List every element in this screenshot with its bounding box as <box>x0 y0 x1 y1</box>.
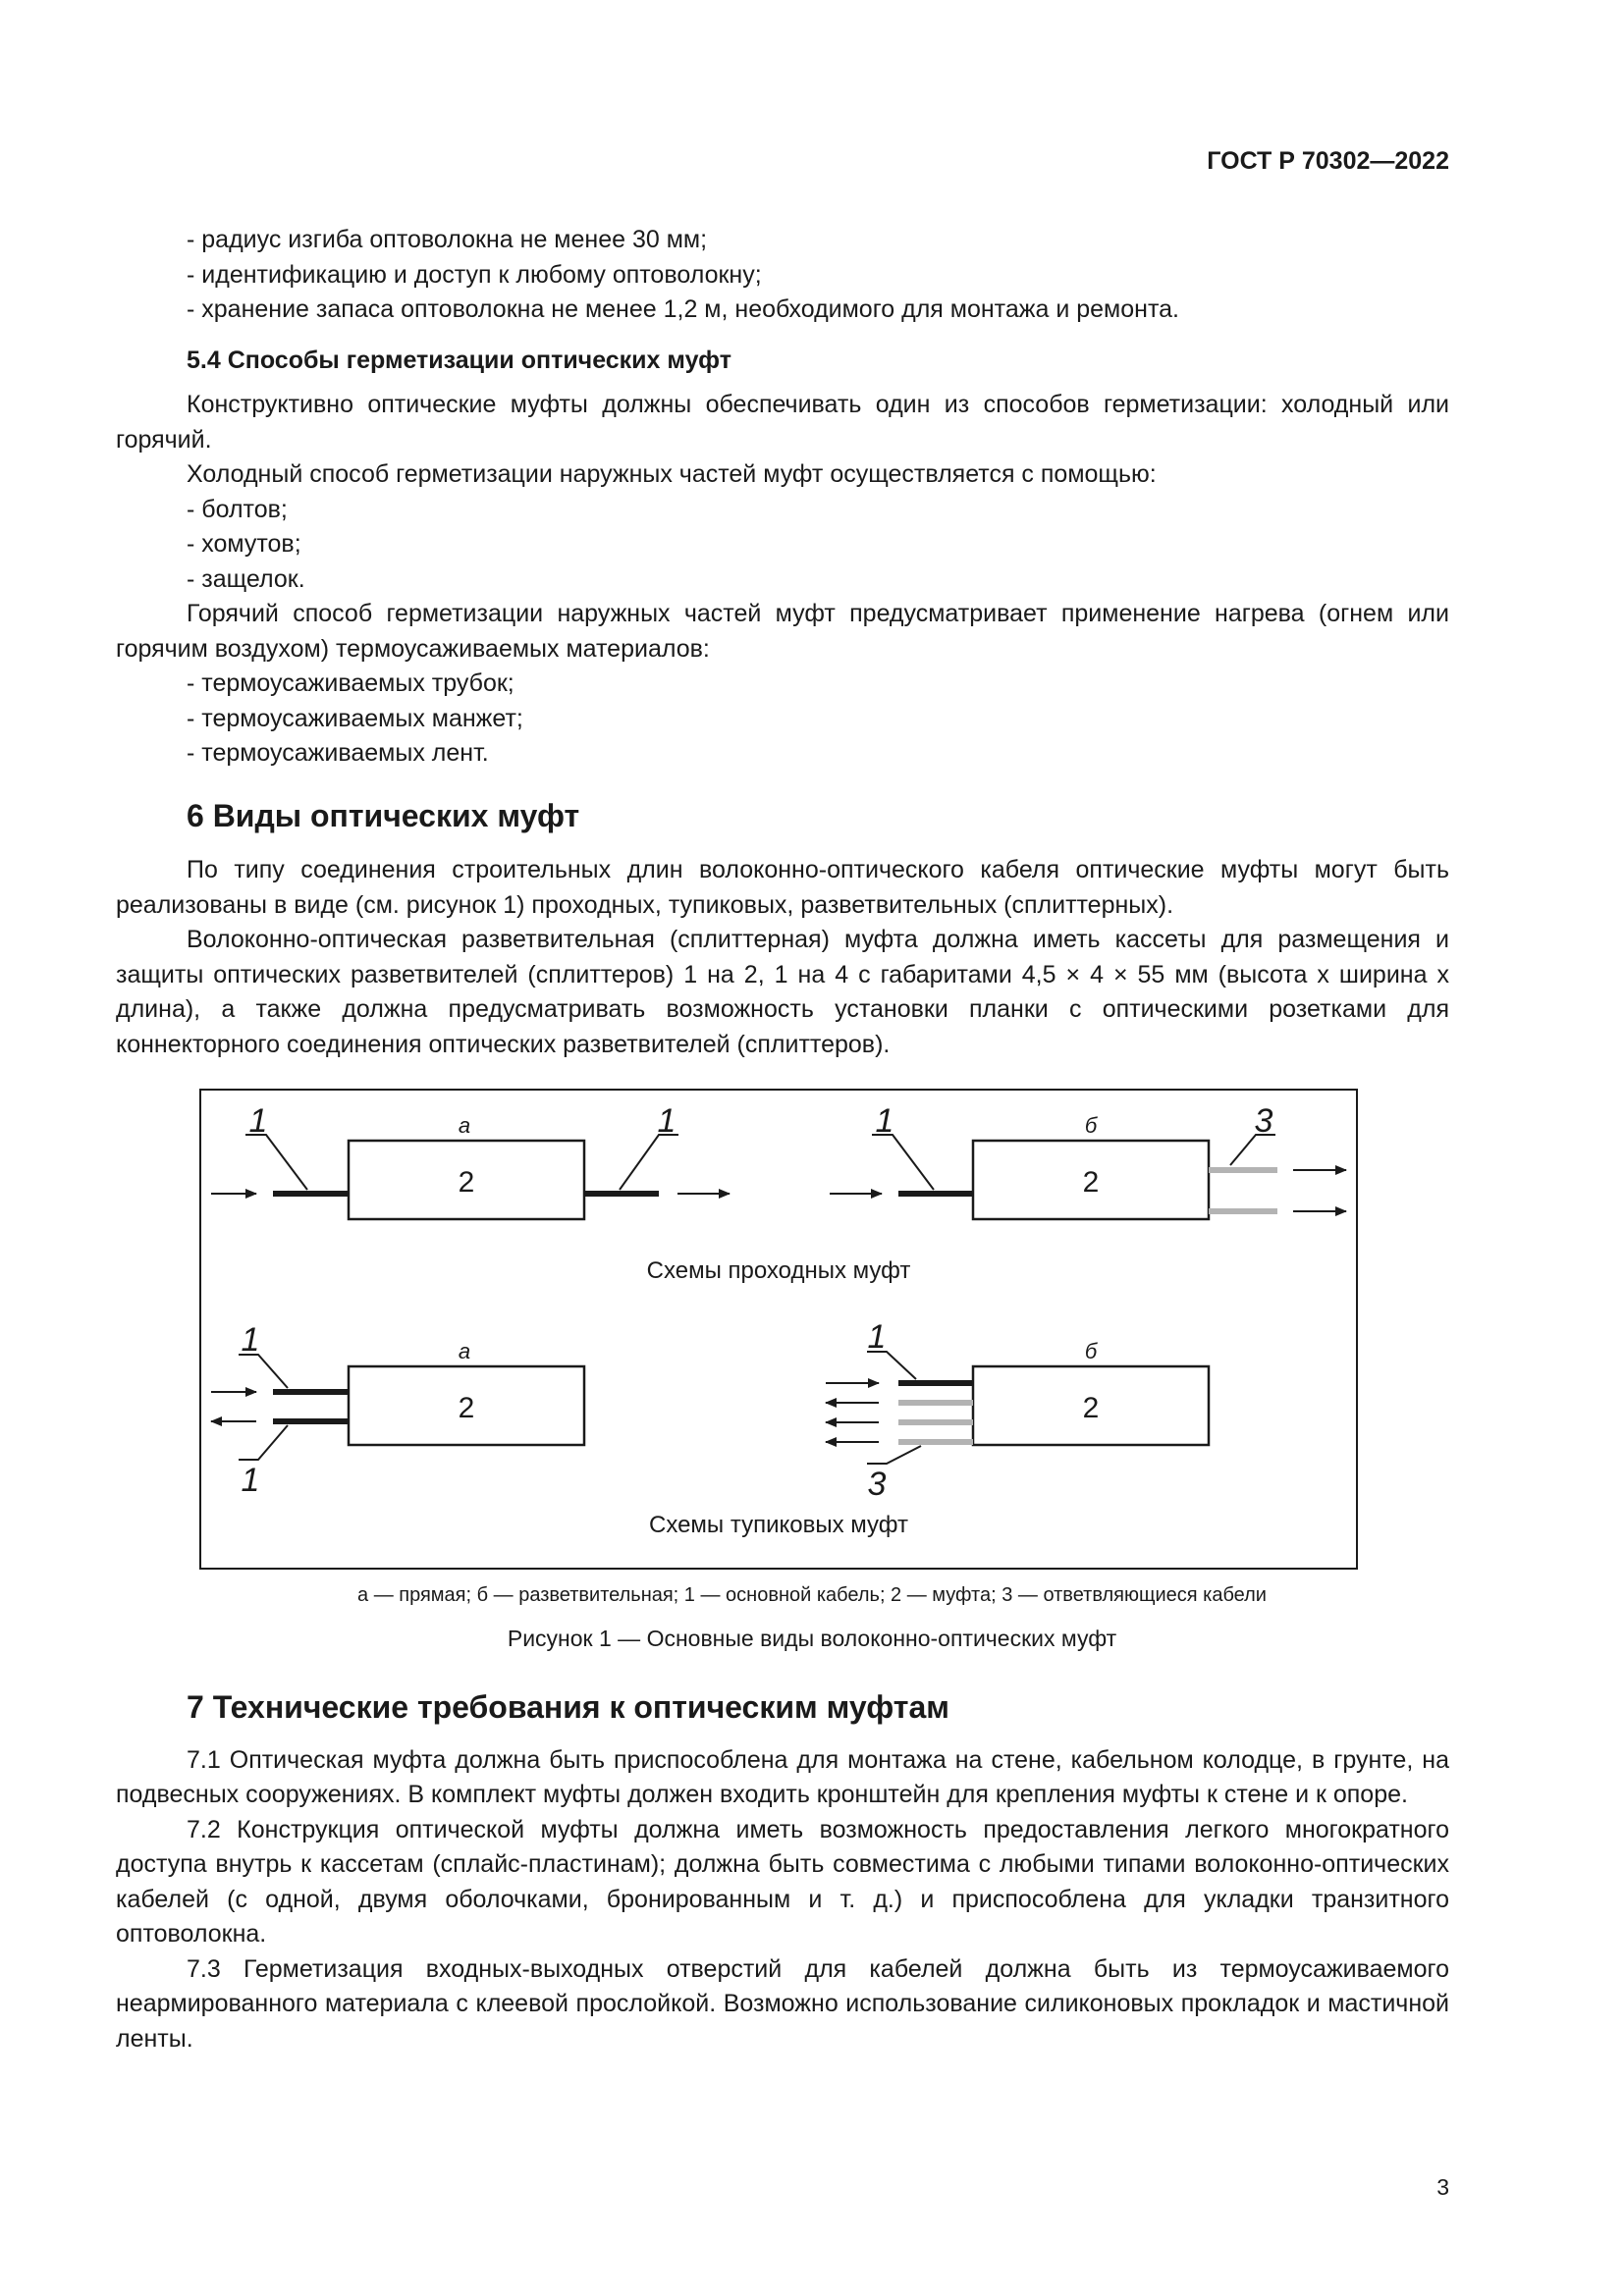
leader-line <box>872 1135 934 1190</box>
leader-line <box>239 1425 288 1460</box>
label-2: 2 <box>1082 1166 1100 1199</box>
list-item: - термоусаживаемых трубок; <box>187 669 514 697</box>
label-b: б <box>1084 1113 1098 1138</box>
list-item: - идентификацию и доступ к любому оптоволокну; <box>187 260 762 289</box>
page-number: 3 <box>1436 2174 1449 2200</box>
paragraph: Конструктивно оптические муфты должны обеспечивать один из способов герметизации: холодный или горячий. <box>116 391 1449 454</box>
subsection-title-5-4: 5.4 Способы герметизации оптических муфт <box>187 346 731 374</box>
label-3: 3 <box>867 1466 887 1503</box>
list-item: - термоусаживаемых манжет; <box>187 704 523 732</box>
paragraph-7-3: 7.3 Герметизация входных-выходных отверстий для кабелей должна быть из термоусаживаемого неармированного материала с клеевой прослойкой. Возможно использование силиконовых прокладок и мастичной ленты. <box>116 1954 1449 2053</box>
label-1: 1 <box>248 1102 268 1140</box>
label-1: 1 <box>657 1102 677 1140</box>
dead-schemes-title: Схемы тупиковых муфт <box>649 1512 908 1538</box>
label-a: а <box>458 1339 471 1363</box>
list-item: - болтов; <box>187 495 288 523</box>
scheme-pass-b <box>830 1102 1346 1219</box>
label-1: 1 <box>867 1318 887 1356</box>
paragraph-7-1: 7.1 Оптическая муфта должна быть приспособлена для монтажа на стене, кабельном колодце, в грунте, на подвесных сооружениях. В комплект муфты должен входить кронштейн для крепления муфты к стене и к опоре. <box>116 1745 1449 1808</box>
label-2: 2 <box>458 1166 475 1199</box>
list-item: - термоусаживаемых лент. <box>187 739 489 767</box>
leader-line <box>867 1352 916 1379</box>
section-title-6: 6 Виды оптических муфт <box>187 797 580 833</box>
leader-line <box>239 1355 288 1388</box>
label-3: 3 <box>1254 1102 1273 1140</box>
label-b: б <box>1084 1339 1098 1363</box>
paragraph-7-2: 7.2 Конструкция оптической муфты должна иметь возможность предоставления легкого многократного доступа внутрь к кассетам (сплайс-пластинам); должна быть совместима с любыми типами волоконно-оптических кабелей (с одной, двумя оболочками, бронированным и т. д.) и приспособлена для укладки транзитного оптоволокна. <box>116 1815 1449 1948</box>
label-a: а <box>458 1113 471 1138</box>
figure-legend: а — прямая; б — разветвительная; 1 — основной кабель; 2 — муфта; 3 — ответвляющиеся кабели <box>357 1584 1267 1606</box>
text-block-top <box>116 223 1449 1062</box>
figure-caption: Рисунок 1 — Основные виды волоконно-оптических муфт <box>507 1626 1117 1651</box>
figure-coupling-schemes <box>199 1089 1358 1570</box>
label-1: 1 <box>875 1102 894 1140</box>
paragraph: Холодный способ герметизации наружных частей муфт осуществляется с помощью: <box>187 460 1157 488</box>
section-title-7: 7 Технические требования к оптическим муфтам <box>187 1689 949 1725</box>
pass-schemes-title: Схемы проходных муфт <box>646 1257 911 1284</box>
label-1: 1 <box>241 1321 260 1359</box>
scheme-dead-a <box>211 1321 584 1499</box>
paragraph: Волоконно-оптическая разветвительная (сплиттерная) муфта должна иметь кассеты для размещения и защиты оптических разветвителей (сплиттеров) 1 на 2, 1 на 4 с габаритами 4,5 × 4 × 55 мм (высота х ширина х длина), а также должна предусматривать возможность установки планки с оптическими розетками для коннекторного соединения оптических разветвителей (сплиттеров). <box>116 926 1449 1058</box>
list-item: - радиус изгиба оптоволокна не менее 30 мм; <box>187 226 708 253</box>
label-2: 2 <box>1082 1392 1100 1424</box>
label-1: 1 <box>241 1462 260 1499</box>
document-id-header: ГОСТ Р 70302—2022 <box>1207 147 1449 175</box>
leader-line <box>245 1135 307 1190</box>
list-item: - хранение запаса оптоволокна не менее 1,2 м, необходимого для монтажа и ремонта. <box>187 295 1179 323</box>
leader-line <box>620 1135 678 1190</box>
paragraph: По типу соединения строительных длин волоконно-оптического кабеля оптические муфты могут быть реализованы в виде (см. рисунок 1) проходных, тупиковых, разветвительных (сплиттерных). <box>116 856 1449 919</box>
scheme-pass-a <box>211 1102 730 1219</box>
label-2: 2 <box>458 1392 475 1424</box>
text-block-section-7 <box>116 1690 1449 2056</box>
paragraph: Горячий способ герметизации наружных частей муфт предусматривает применение нагрева (огнем или горячим воздухом) термоусаживаемых материалов: <box>116 600 1449 663</box>
leader-line <box>867 1446 921 1464</box>
list-item: - защелок. <box>187 564 305 593</box>
list-item: - хомутов; <box>187 530 301 558</box>
scheme-dead-b <box>826 1318 1209 1503</box>
